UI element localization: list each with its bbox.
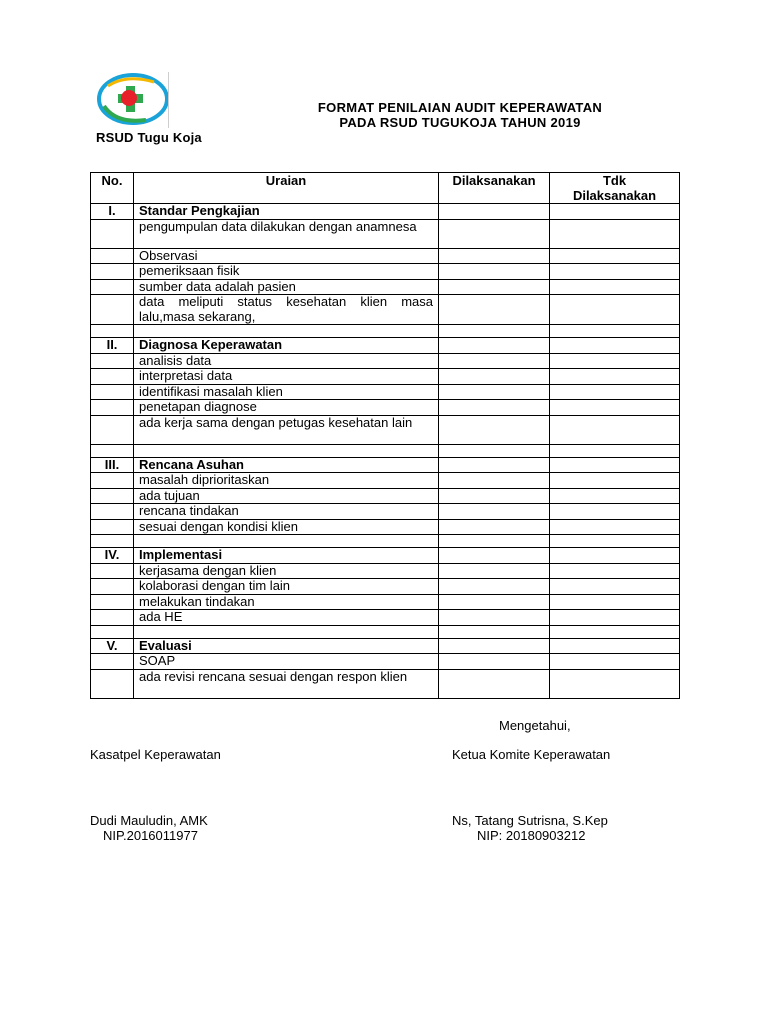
item-text: melakukan tindakan	[134, 594, 439, 610]
item-text: ada kerja sama dengan petugas kesehatan lain	[134, 415, 439, 444]
item-text: kerjasama dengan klien	[134, 563, 439, 579]
table-row	[91, 264, 680, 280]
dilaksanakan-cell[interactable]	[439, 563, 550, 579]
section-row	[91, 638, 680, 654]
table-header-row	[91, 173, 680, 204]
section-title: Rencana Asuhan	[134, 457, 439, 473]
right-signer-role: Ketua Komite Keperawatan	[452, 747, 611, 762]
dilaksanakan-cell[interactable]	[439, 548, 550, 564]
section-title: Standar Pengkajian	[134, 204, 439, 220]
table-row	[91, 353, 680, 369]
tdk-dilaksanakan-cell[interactable]	[550, 204, 680, 220]
table-row	[91, 519, 680, 535]
number-cell	[91, 669, 134, 698]
table-row	[91, 295, 680, 325]
number-cell	[91, 248, 134, 264]
hospital-name: RSUD Tugu Koja	[96, 130, 202, 145]
tdk-dilaksanakan-cell[interactable]	[550, 519, 680, 535]
dilaksanakan-cell[interactable]	[439, 248, 550, 264]
dilaksanakan-cell[interactable]	[439, 264, 550, 280]
table-row	[91, 219, 680, 248]
dilaksanakan-cell[interactable]	[439, 295, 550, 325]
header-no: No.	[91, 173, 134, 204]
item-text: analisis data	[134, 353, 439, 369]
dilaksanakan-cell[interactable]	[439, 473, 550, 489]
dilaksanakan-cell[interactable]	[439, 457, 550, 473]
document-title-line2: PADA RSUD TUGUKOJA TAHUN 2019	[339, 115, 581, 130]
section-number: III.	[91, 457, 134, 473]
dilaksanakan-cell[interactable]	[439, 338, 550, 354]
number-cell	[91, 353, 134, 369]
logo-red-dot	[121, 90, 137, 106]
number-cell	[91, 473, 134, 489]
tdk-dilaksanakan-cell[interactable]	[550, 369, 680, 385]
spacer-row	[91, 535, 680, 548]
item-text: pemeriksaan fisik	[134, 264, 439, 280]
dilaksanakan-cell[interactable]	[439, 669, 550, 698]
item-text: sumber data adalah pasien	[134, 279, 439, 295]
section-number: V.	[91, 638, 134, 654]
table-row	[91, 369, 680, 385]
dilaksanakan-cell[interactable]	[439, 415, 550, 444]
item-text: ada HE	[134, 610, 439, 626]
header-dilaksanakan: Dilaksanakan	[439, 173, 550, 204]
number-cell	[91, 563, 134, 579]
section-title: Diagnosa Keperawatan	[134, 338, 439, 354]
dilaksanakan-cell[interactable]	[439, 353, 550, 369]
number-cell	[91, 504, 134, 520]
number-cell	[91, 579, 134, 595]
left-signer-role: Kasatpel Keperawatan	[90, 747, 221, 762]
tdk-dilaksanakan-cell[interactable]	[550, 610, 680, 626]
dilaksanakan-cell[interactable]	[439, 400, 550, 416]
table-row	[91, 504, 680, 520]
number-cell	[91, 295, 134, 325]
header-tdk-line1: Tdk	[602, 173, 627, 188]
header-uraian: Uraian	[134, 173, 439, 204]
table-row	[91, 654, 680, 670]
tdk-dilaksanakan-cell[interactable]	[550, 264, 680, 280]
table-row	[91, 400, 680, 416]
dilaksanakan-cell[interactable]	[439, 384, 550, 400]
item-text: SOAP	[134, 654, 439, 670]
number-cell	[91, 488, 134, 504]
number-cell	[91, 519, 134, 535]
audit-table	[90, 172, 680, 699]
table-row	[91, 563, 680, 579]
tdk-dilaksanakan-cell[interactable]	[550, 473, 680, 489]
dilaksanakan-cell[interactable]	[439, 638, 550, 654]
tdk-dilaksanakan-cell[interactable]	[550, 488, 680, 504]
hospital-logo	[96, 72, 170, 126]
header-tdk-dilaksanakan	[550, 173, 680, 204]
item-text: masalah diprioritaskan	[134, 473, 439, 489]
number-cell	[91, 415, 134, 444]
dilaksanakan-cell[interactable]	[439, 504, 550, 520]
number-cell	[91, 400, 134, 416]
tdk-dilaksanakan-cell[interactable]	[550, 219, 680, 248]
tdk-dilaksanakan-cell[interactable]	[550, 548, 680, 564]
item-text: sesuai dengan kondisi klien	[134, 519, 439, 535]
dilaksanakan-cell[interactable]	[439, 610, 550, 626]
item-text: penetapan diagnose	[134, 400, 439, 416]
item-text: ada tujuan	[134, 488, 439, 504]
tdk-dilaksanakan-cell[interactable]	[550, 457, 680, 473]
item-text: identifikasi masalah klien	[134, 384, 439, 400]
spacer-row	[91, 444, 680, 457]
item-text: interpretasi data	[134, 369, 439, 385]
tdk-dilaksanakan-cell[interactable]	[550, 594, 680, 610]
section-title: Implementasi	[134, 548, 439, 564]
tdk-dilaksanakan-cell[interactable]	[550, 638, 680, 654]
number-cell	[91, 219, 134, 248]
tdk-dilaksanakan-cell[interactable]	[550, 384, 680, 400]
table-row	[91, 488, 680, 504]
section-row	[91, 338, 680, 354]
tdk-dilaksanakan-cell[interactable]	[550, 400, 680, 416]
tdk-dilaksanakan-cell[interactable]	[550, 669, 680, 698]
item-text: rencana tindakan	[134, 504, 439, 520]
audit-table-body	[91, 204, 680, 699]
dilaksanakan-cell[interactable]	[439, 488, 550, 504]
dilaksanakan-cell[interactable]	[439, 594, 550, 610]
right-signer-nip: NIP: 20180903212	[477, 828, 586, 843]
table-row	[91, 415, 680, 444]
dilaksanakan-cell[interactable]	[439, 204, 550, 220]
table-row	[91, 669, 680, 698]
dilaksanakan-cell[interactable]	[439, 519, 550, 535]
section-number: I.	[91, 204, 134, 220]
item-text: ada revisi rencana sesuai dengan respon klien	[134, 669, 439, 698]
dilaksanakan-cell[interactable]	[439, 219, 550, 248]
dilaksanakan-cell[interactable]	[439, 654, 550, 670]
table-row	[91, 248, 680, 264]
table-row	[91, 384, 680, 400]
item-text: Observasi	[134, 248, 439, 264]
section-row	[91, 204, 680, 220]
tdk-dilaksanakan-cell[interactable]	[550, 295, 680, 325]
section-title: Evaluasi	[134, 638, 439, 654]
item-text: kolaborasi dengan tim lain	[134, 579, 439, 595]
section-row	[91, 548, 680, 564]
left-signer-nip: NIP.2016011977	[103, 828, 198, 843]
section-number: II.	[91, 338, 134, 354]
acknowledged-label: Mengetahui,	[499, 718, 571, 733]
tdk-dilaksanakan-cell[interactable]	[550, 279, 680, 295]
tdk-dilaksanakan-cell[interactable]	[550, 654, 680, 670]
logo-divider	[168, 72, 169, 128]
section-number: IV.	[91, 548, 134, 564]
dilaksanakan-cell[interactable]	[439, 579, 550, 595]
tdk-dilaksanakan-cell[interactable]	[550, 338, 680, 354]
number-cell	[91, 369, 134, 385]
number-cell	[91, 384, 134, 400]
tdk-dilaksanakan-cell[interactable]	[550, 248, 680, 264]
item-text: data meliputi status kesehatan klien masa lalu,masa sekarang,	[134, 295, 439, 325]
table-row	[91, 579, 680, 595]
left-signer-name: Dudi Mauludin, AMK	[90, 813, 208, 828]
number-cell	[91, 654, 134, 670]
table-row	[91, 610, 680, 626]
spacer-row	[91, 325, 680, 338]
right-signer-name: Ns, Tatang Sutrisna, S.Kep	[452, 813, 608, 828]
document-title-line1: FORMAT PENILAIAN AUDIT KEPERAWATAN	[317, 100, 603, 115]
tdk-dilaksanakan-cell[interactable]	[550, 579, 680, 595]
number-cell	[91, 279, 134, 295]
table-row	[91, 473, 680, 489]
tdk-dilaksanakan-cell[interactable]	[550, 415, 680, 444]
table-row	[91, 279, 680, 295]
tdk-dilaksanakan-cell[interactable]	[550, 504, 680, 520]
tdk-dilaksanakan-cell[interactable]	[550, 353, 680, 369]
tdk-dilaksanakan-cell[interactable]	[550, 563, 680, 579]
number-cell	[91, 264, 134, 280]
number-cell	[91, 594, 134, 610]
dilaksanakan-cell[interactable]	[439, 369, 550, 385]
spacer-row	[91, 625, 680, 638]
table-row	[91, 594, 680, 610]
item-text: pengumpulan data dilakukan dengan anamnesa	[134, 219, 439, 248]
dilaksanakan-cell[interactable]	[439, 279, 550, 295]
header-tdk-line2: Dilaksanakan	[572, 187, 657, 203]
number-cell	[91, 610, 134, 626]
section-row	[91, 457, 680, 473]
